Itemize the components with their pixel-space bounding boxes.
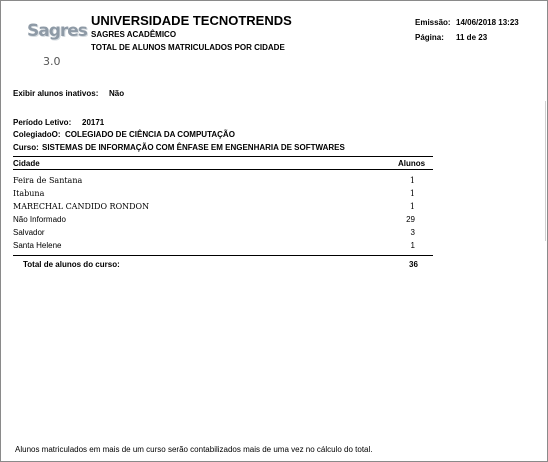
table-row [13, 215, 433, 228]
row-city: Não Informado [13, 215, 66, 224]
table-top-rule [13, 156, 433, 157]
table-header-rule [13, 169, 433, 170]
row-city: Salvador [13, 228, 45, 237]
row-count: 1 [409, 176, 415, 185]
row-city: Santa Helene [13, 241, 62, 250]
row-count: 29 [406, 215, 415, 224]
column-header-city: Cidade [13, 159, 40, 168]
emission-label: Emissão: [415, 18, 451, 27]
table-row [13, 241, 433, 254]
system-name: SAGRES ACADÊMICO [91, 30, 177, 39]
course-label: Curso: [13, 143, 39, 152]
row-count: 1 [409, 202, 415, 211]
row-count: 1 [409, 189, 415, 198]
college-label: ColegiadoO: [13, 130, 61, 139]
total-label: Total de alunos do curso: [23, 260, 120, 269]
inactive-filter-label: Exibir alunos inativos: [13, 89, 99, 98]
page-label: Página: [415, 33, 444, 42]
inactive-filter-value: Não [109, 89, 125, 98]
footer-note: Alunos matriculados em mais de um curso serão contabilizados mais de uma vez no cálculo do total. [15, 445, 373, 454]
row-count: 1 [410, 241, 415, 250]
row-count: 3 [410, 228, 415, 237]
column-header-students: Alunos [398, 159, 426, 168]
university-name: UNIVERSIDADE TECNOTRENDS [91, 13, 292, 28]
sagres-logo [27, 21, 87, 71]
total-rule [13, 255, 433, 256]
row-city: Itabuna [13, 189, 45, 198]
table-row [13, 189, 433, 202]
page-number: 11 de 23 [456, 33, 488, 42]
table-row [13, 176, 433, 189]
period-value: 20171 [82, 118, 105, 127]
logo-version: 3.0 [43, 55, 61, 68]
total-value: 36 [409, 260, 418, 269]
table-row [13, 202, 433, 215]
report-title: TOTAL DE ALUNOS MATRICULADOS POR CIDADE [91, 43, 285, 52]
college-value: COLEGIADO DE CIÊNCIA DA COMPUTAÇÃO [65, 130, 235, 139]
page-edge-line [545, 101, 546, 241]
row-city: MARECHAL CANDIDO RONDON [13, 202, 150, 211]
row-city: Feira de Santana [13, 176, 83, 185]
course-value: SISTEMAS DE INFORMAÇÃO COM ÊNFASE EM ENGENHARIA DE SOFTWARES [42, 143, 345, 152]
period-label: Período Letivo: [13, 118, 72, 127]
logo-word: Sagres [27, 21, 87, 41]
emission-value: 14/06/2018 13:23 [456, 18, 519, 27]
table-row [13, 228, 433, 241]
